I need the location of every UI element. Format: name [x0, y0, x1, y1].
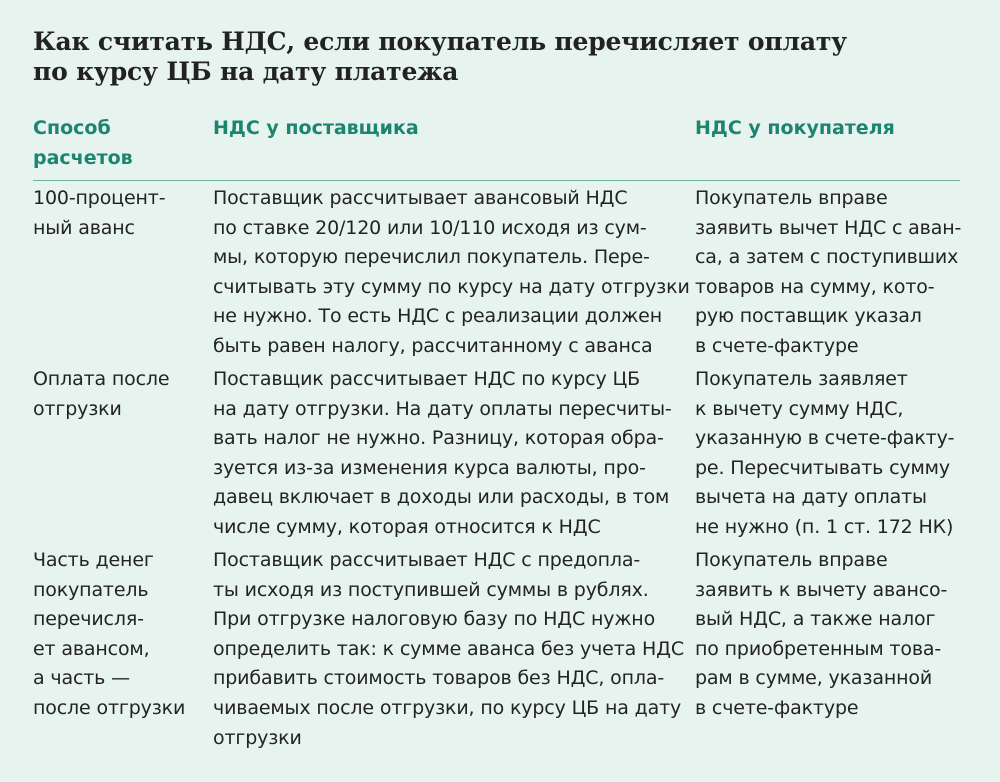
- table-title: Как считать НДС, если покупатель перечисляет оплату по курсу ЦБ на дату платежа: [33, 27, 847, 86]
- header-buyer: НДС у покупателя: [695, 117, 895, 139]
- row-3-buyer: Покупатель вправе заявить к вычету авансо- вый НДС, а также налог по приобретенным това- рам в сумме, указанной в счете-фактуре: [695, 549, 948, 719]
- row-1-supplier: Поставщик рассчитывает авансовый НДС по ставке 20/120 или 10/110 исходя из сум- мы, которую перечислил покупатель. Пере- считывать эту сумму по курсу на дату отгрузки не нужно. То есть НДС с реализации должен быть равен налогу, рассчитанному с аванса: [213, 187, 690, 357]
- row-1-method: 100-процент- ный аванс: [33, 187, 166, 239]
- header-method: Способ расчетов: [33, 117, 133, 169]
- row-2-buyer: Покупатель заявляет к вычету сумму НДС, указанную в счете-факту- ре. Пересчитывать сумму вычета на дату оплаты не нужно (п. 1 ст. 172 НК): [695, 368, 955, 538]
- row-2-method: Оплата после отгрузки: [33, 368, 170, 420]
- row-3-supplier: Поставщик рассчитывает НДС с предопла- ты исходя из поступившей суммы в рублях. При отгрузке налоговую базу по НДС нужно определить так: к сумме аванса без учета НДС прибавить стоимость товаров без НДС, опла- чиваемых после отгрузки, по курсу ЦБ на дату отгрузки: [213, 549, 684, 749]
- header-supplier: НДС у поставщика: [213, 117, 419, 139]
- row-2-supplier: Поставщик рассчитывает НДС по курсу ЦБ на дату отгрузки. На дату оплаты пересчиты- вать налог не нужно. Разницу, которая обра- зуется из-за изменения курса валюты, про- давец включает в доходы или расходы, в том числе сумму, которая относится к НДС: [213, 368, 672, 538]
- row-3-method: Часть денег покупатель перечисля- ет авансом, а часть — после отгрузки: [33, 549, 186, 719]
- row-1-buyer: Покупатель вправе заявить вычет НДС с аван- са, а затем с поступивших товаров на сумму, кото- рую поставщик указал в счете-фактуре: [695, 187, 962, 357]
- header-divider: [33, 180, 960, 181]
